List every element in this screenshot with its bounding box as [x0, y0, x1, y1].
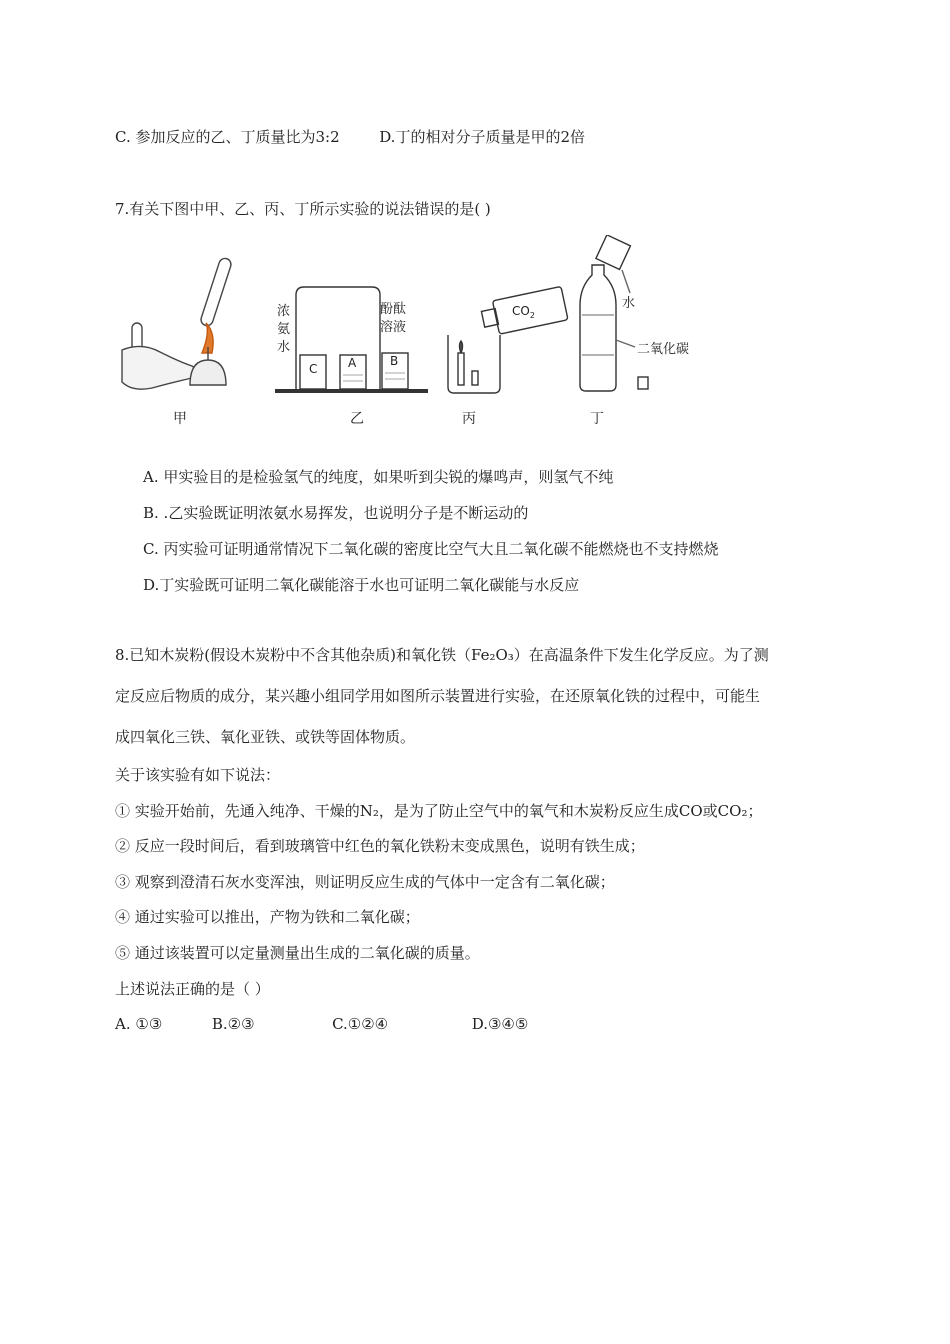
figure-label-bing: 丙 [462, 411, 476, 427]
q8-statement-2: ② 反应一段时间后，看到玻璃管中红色的氧化铁粉末变成黑色，说明有铁生成； [115, 837, 645, 855]
q6-options [115, 127, 585, 147]
q8-options [115, 1014, 528, 1034]
q8-statement-5: ⑤ 通过该装置可以定量测量出生成的二氧化碳的质量。 [115, 944, 480, 962]
beaker-icon [448, 335, 500, 393]
q8-statement-4: ④ 通过实验可以推出，产物为铁和二氧化碳； [115, 908, 420, 926]
candle-tall-icon [458, 353, 464, 385]
cap-icon [638, 377, 648, 389]
q8-option-d: D.③④⑤ [471, 1015, 529, 1033]
label-ammonia-3: 水 [277, 340, 291, 355]
label-beaker-c: C [309, 362, 318, 376]
label-ammonia-2: 氨 [277, 322, 291, 337]
q7-option-a: A. 甲实验目的是检验氢气的纯度，如果听到尖锐的爆鸣声，则氢气不纯 [143, 468, 614, 486]
figure-label-jia: 甲 [173, 411, 187, 427]
label-water: 水 [622, 296, 636, 311]
label-phenolphthalein-1: 酚酞 [380, 302, 407, 317]
q8-stem-line-2: 定反应后物质的成分，某兴趣小组同学用如图所示装置进行实验，在还原氧化铁的过程中，可能生 [115, 687, 761, 705]
q8-intro: 关于该实验有如下说法： [115, 766, 281, 784]
label-carbon-dioxide: 二氧化碳 [637, 342, 690, 357]
figure-jia-apparatus [122, 257, 233, 389]
inverted-tube-icon [199, 257, 232, 327]
q7-option-c: C. 丙实验可证明通常情况下二氧化碳的密度比空气大且二氧化碳不能燃烧也不支持燃烧 [143, 540, 719, 558]
q8-option-a: A. ①③ [115, 1015, 163, 1033]
hand-icon [122, 346, 197, 389]
candle-short-icon [472, 371, 478, 385]
q8-option-c: C.①②④ [332, 1015, 389, 1033]
plastic-bottle-icon [580, 265, 616, 391]
label-beaker-a: A [348, 356, 357, 370]
pouring-beaker-icon [596, 235, 631, 269]
label-ammonia-1: 浓 [277, 304, 291, 319]
q8-stem-line-3: 成四氧化三铁、氧化亚铁、或铁等固体物质。 [115, 728, 416, 746]
label-phenolphthalein-2: 溶液 [380, 320, 407, 335]
q8-option-b: B.②③ [211, 1015, 255, 1033]
q7-option-b: B. .乙实验既证明浓氨水易挥发，也说明分子是不断运动的 [143, 504, 529, 522]
q8-stem-line-1: 8.已知木炭粉(假设木炭粉中不含其他杂质)和氧化铁（Fe₂O₃）在高温条件下发生化学反应。为了测 [115, 646, 769, 664]
q7-stem: 7.有关下图中甲、乙、丙、丁所示实验的说法错误的是( ) [115, 200, 491, 218]
alcohol-lamp-icon [190, 360, 226, 385]
figure-label-ding: 丁 [590, 411, 604, 427]
figure-bing-apparatus [448, 286, 568, 393]
q7-option-d: D.丁实验既可证明二氧化碳能溶于水也可证明二氧化碳能与水反应 [143, 576, 580, 594]
q8-question: 上述说法正确的是（ ） [115, 980, 270, 998]
q6-option-c: C. 参加反应的乙、丁质量比为3:2 [115, 128, 340, 146]
q8-statement-1: ① 实验开始前，先通入纯净、干燥的N₂，是为了防止空气中的氧气和木炭粉反应生成CO或CO₂； [115, 802, 763, 820]
figure-label-yi: 乙 [350, 411, 364, 427]
q8-statement-3: ③ 观察到澄清石灰水变浑浊，则证明反应生成的气体中一定含有二氧化碳； [115, 873, 615, 891]
figure-ding-apparatus [580, 235, 648, 391]
q6-option-d: D.丁的相对分子质量是甲的2倍 [379, 128, 585, 146]
label-beaker-b: B [390, 354, 399, 368]
label-co2: $CO_2$ [512, 304, 535, 320]
q7-figure [110, 235, 700, 410]
